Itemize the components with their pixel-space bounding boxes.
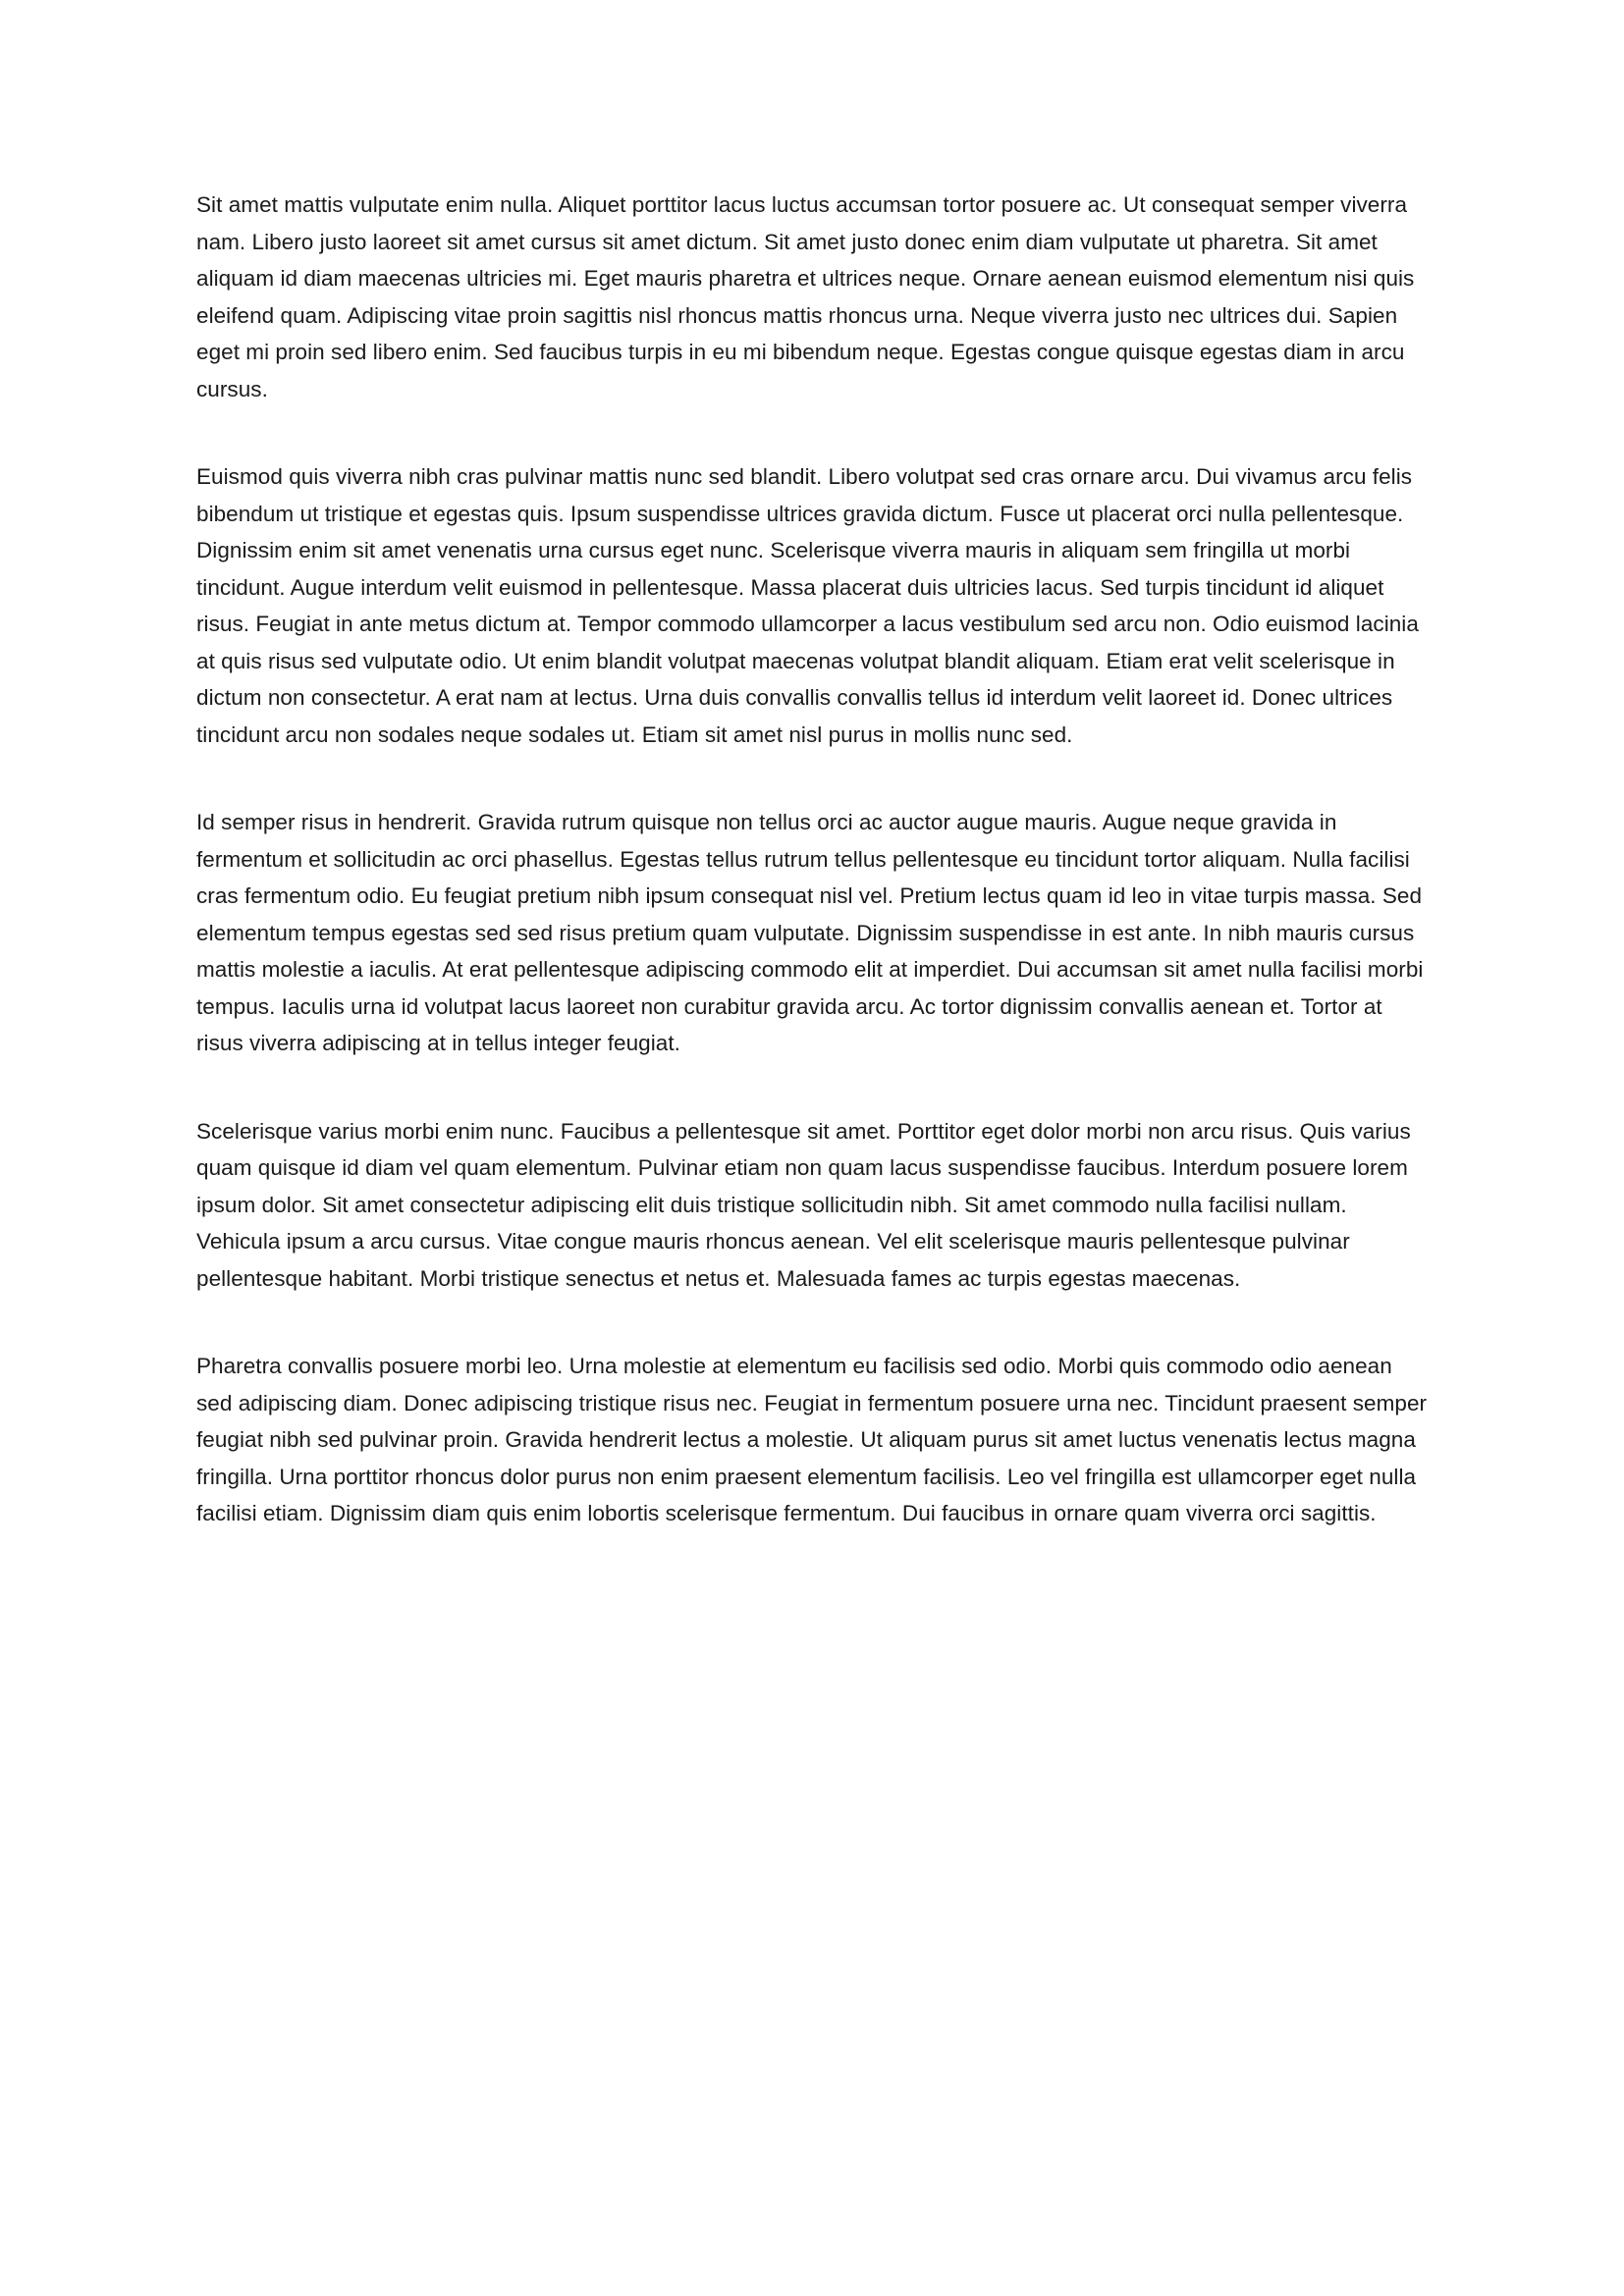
document-body [196, 187, 1429, 1532]
paragraph: Scelerisque varius morbi enim nunc. Faucibus a pellentesque sit amet. Porttitor eget dolor morbi non arcu risus. Quis varius quam quisque id diam vel quam elementum. Pulvinar etiam non quam lacus suspendisse faucibus. Interdum posuere lorem ipsum dolor. Sit amet consectetur adipiscing elit duis tristique sollicitudin nibh. Sit amet commodo nulla facilisi nullam. Vehicula ipsum a arcu cursus. Vitae congue mauris rhoncus aenean. Vel elit scelerisque mauris pellentesque pulvinar pellentesque habitant. Morbi tristique senectus et netus et. Malesuada fames ac turpis egestas maecenas. [196, 1118, 1411, 1291]
paragraph: Sit amet mattis vulputate enim nulla. Aliquet porttitor lacus luctus accumsan tortor posuere ac. Ut consequat semper viverra nam. Libero justo laoreet sit amet cursus sit amet dictum. Sit amet justo donec enim diam vulputate ut pharetra. Sit amet aliquam id diam maecenas ultricies mi. Eget mauris pharetra et ultrices neque. Ornare aenean euismod elementum nisi quis eleifend quam. Adipiscing vitae proin sagittis nisl rhoncus mattis rhoncus urna. Neque viverra justo nec ultrices dui. Sapien eget mi proin sed libero enim. Sed faucibus turpis in eu mi bibendum neque. Egestas congue quisque egestas diam in arcu cursus. [196, 192, 1415, 401]
paragraph: Pharetra convallis posuere morbi leo. Urna molestie at elementum eu facilisis sed odio. Morbi quis commodo odio aenean sed adipiscing diam. Donec adipiscing tristique risus nec. Feugiat in fermentum posuere urna nec. Tincidunt praesent semper feugiat nibh sed pulvinar proin. Gravida hendrerit lectus a molestie. Ut aliquam purus sit amet luctus venenatis lectus magna fringilla. Urna porttitor rhoncus dolor purus non enim praesent elementum facilisis. Leo vel fringilla est ullamcorper eget nulla facilisi etiam. Dignissim diam quis enim lobortis scelerisque fermentum. Dui faucibus in ornare quam viverra orci sagittis. [196, 1354, 1428, 1525]
paragraph: Euismod quis viverra nibh cras pulvinar mattis nunc sed blandit. Libero volutpat sed cras ornare arcu. Dui vivamus arcu felis bibendum ut tristique et egestas quis. Ipsum suspendisse ultrices gravida dictum. Fusce ut placerat orci nulla pellentesque. Dignissim enim sit amet venenatis urna cursus eget nunc. Scelerisque viverra mauris in aliquam sem fringilla ut morbi tincidunt. Augue interdum velit euismod in pellentesque. Massa placerat duis ultricies lacus. Sed turpis tincidunt id aliquet risus. Feugiat in ante metus dictum at. Tempor commodo ullamcorper a lacus vestibulum sed arcu non. Odio euismod lacinia at quis risus sed vulputate odio. Ut enim blandit volutpat maecenas volutpat blandit aliquam. Etiam erat velit scelerisque in dictum non consectetur. A erat nam at lectus. Urna duis convallis convallis tellus id interdum velit laoreet id. Donec ultrices tincidunt arcu non sodales neque sodales ut. Etiam sit amet nisl purus in mollis nunc sed. [196, 464, 1419, 747]
paragraph: Id semper risus in hendrerit. Gravida rutrum quisque non tellus orci ac auctor augue mauris. Augue neque gravida in fermentum et sollicitudin ac orci phasellus. Egestas tellus rutrum tellus pellentesque eu tincidunt tortor aliquam. Nulla facilisi cras fermentum odio. Eu feugiat pretium nibh ipsum consequat nisl vel. Pretium lectus quam id leo in vitae turpis massa. Sed elementum tempus egestas sed sed risus pretium quam vulputate. Dignissim suspendisse in est ante. In nibh mauris cursus mattis molestie a iaculis. At erat pellentesque adipiscing commodo elit at imperdiet. Dui accumsan sit amet nulla facilisi morbi tempus. Iaculis urna id volutpat lacus laoreet non curabitur gravida arcu. Ac tortor dignissim convallis aenean et. Tortor at risus viverra adipiscing at in tellus integer feugiat. [196, 810, 1424, 1055]
